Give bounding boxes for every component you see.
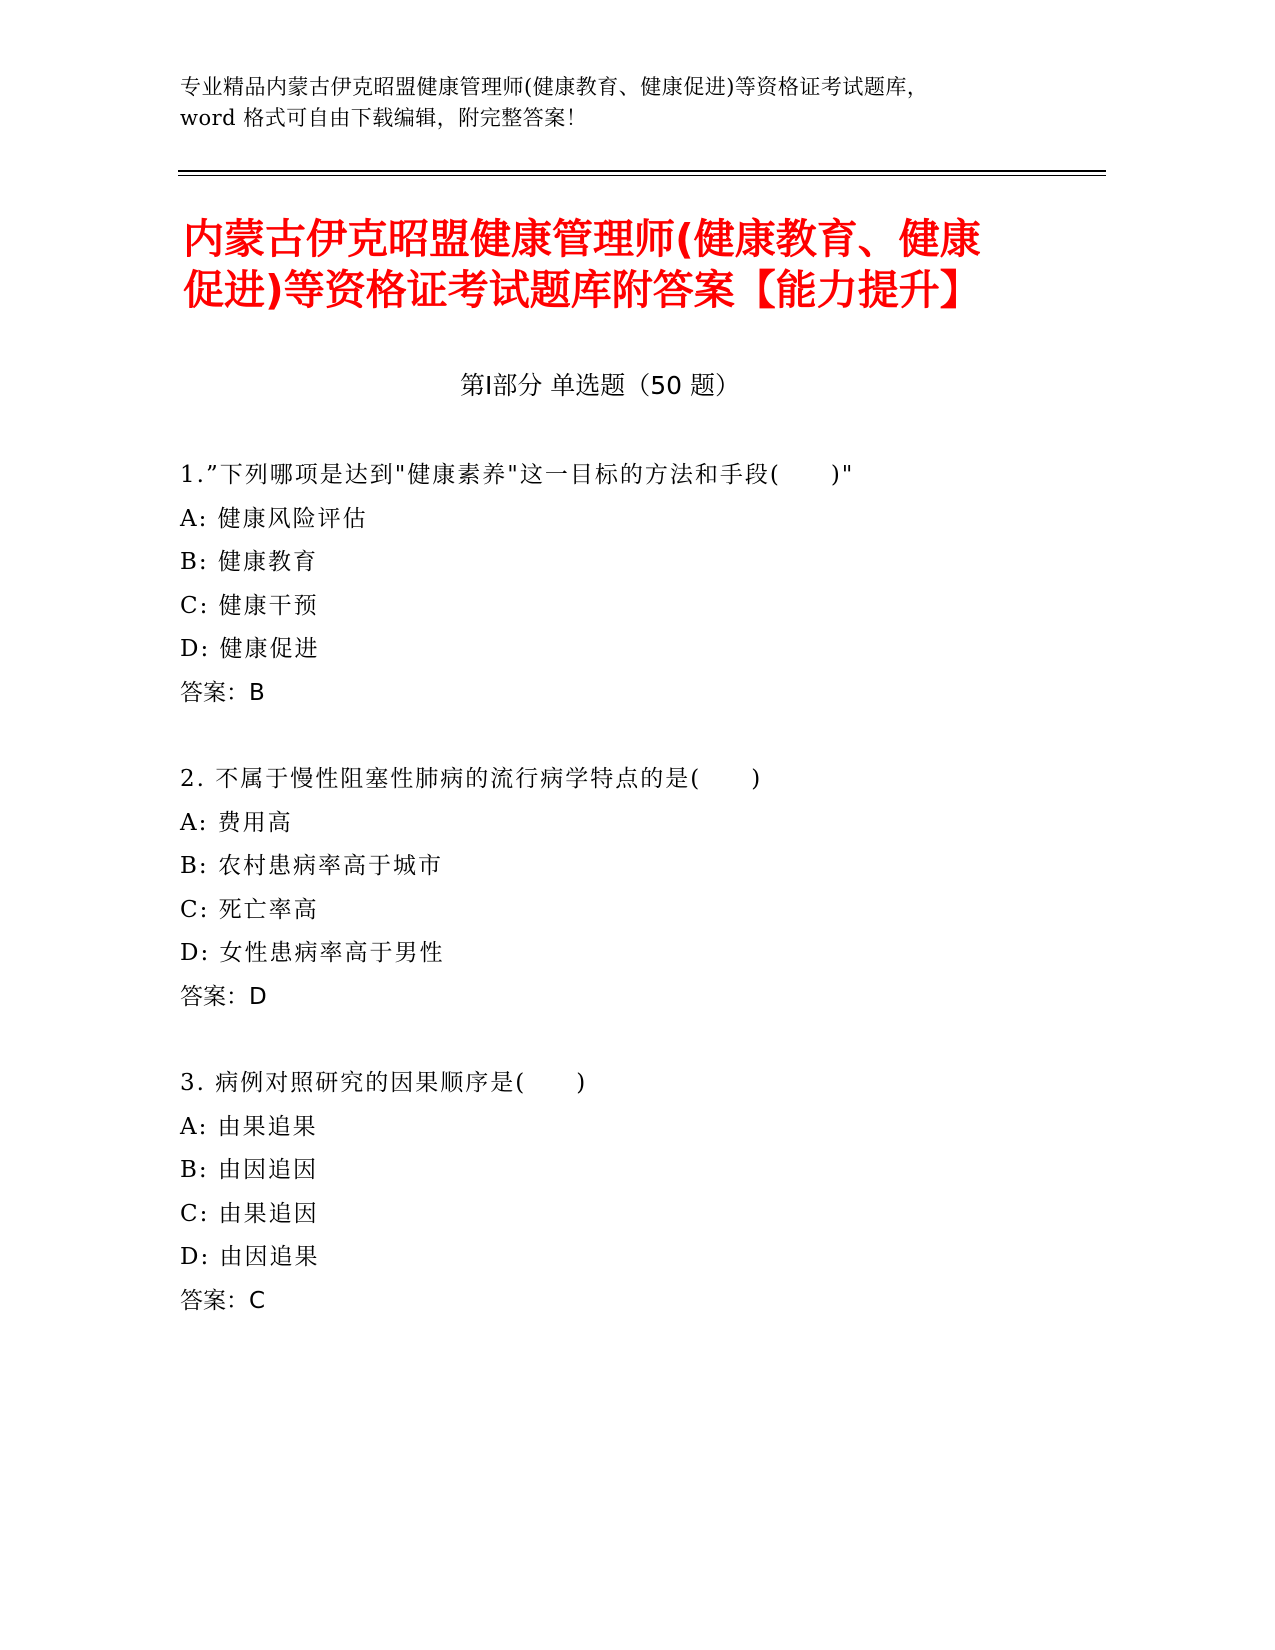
option-c: C: 健康干预 bbox=[180, 592, 319, 619]
option-c: C: 由果追因 bbox=[180, 1200, 319, 1227]
question-3 bbox=[180, 1062, 1100, 1323]
question-stem: 1.”下列哪项是达到"健康素养"这一目标的方法和手段( )" bbox=[180, 462, 855, 488]
header-divider-thin bbox=[178, 175, 1106, 176]
header-note bbox=[180, 72, 1100, 134]
option-a: A: 费用高 bbox=[180, 809, 293, 836]
document-title-line-1: 内蒙古伊克昭盟健康管理师(健康教育、健康 bbox=[183, 215, 981, 263]
option-d: D: 女性患病率高于男性 bbox=[180, 940, 445, 966]
question-1 bbox=[180, 454, 1100, 715]
header-note-line-2: word 格式可自由下载编辑，附完整答案！ bbox=[180, 106, 588, 130]
option-d: D: 健康促进 bbox=[180, 636, 320, 662]
question-stem: 3. 病例对照研究的因果顺序是( ) bbox=[180, 1070, 588, 1096]
option-b: B: 农村患病率高于城市 bbox=[180, 853, 443, 879]
option-a: A: 由果追果 bbox=[180, 1113, 318, 1140]
answer: 答案：C bbox=[180, 1287, 266, 1314]
option-d: D: 由因追果 bbox=[180, 1244, 320, 1270]
answer: 答案：B bbox=[180, 679, 265, 706]
document-title bbox=[183, 214, 1083, 316]
header-note-line-1: 专业精品内蒙古伊克昭盟健康管理师(健康教育、健康促进)等资格证考试题库， bbox=[180, 75, 929, 99]
option-c: C: 死亡率高 bbox=[180, 896, 319, 923]
question-list bbox=[180, 454, 1100, 1366]
question-2 bbox=[180, 758, 1100, 1019]
question-stem: 2. 不属于慢性阻塞性肺病的流行病学特点的是( ) bbox=[180, 766, 763, 792]
header-divider-thick bbox=[178, 170, 1106, 172]
section-title: 第Ⅰ部分 单选题（50 题） bbox=[459, 371, 741, 400]
option-b: B: 健康教育 bbox=[180, 549, 318, 575]
document-title-line-2: 促进)等资格证考试题库附答案【能力提升】 bbox=[183, 266, 981, 314]
answer: 答案：D bbox=[180, 983, 267, 1010]
option-a: A: 健康风险评估 bbox=[180, 505, 368, 532]
option-b: B: 由因追因 bbox=[180, 1157, 318, 1183]
